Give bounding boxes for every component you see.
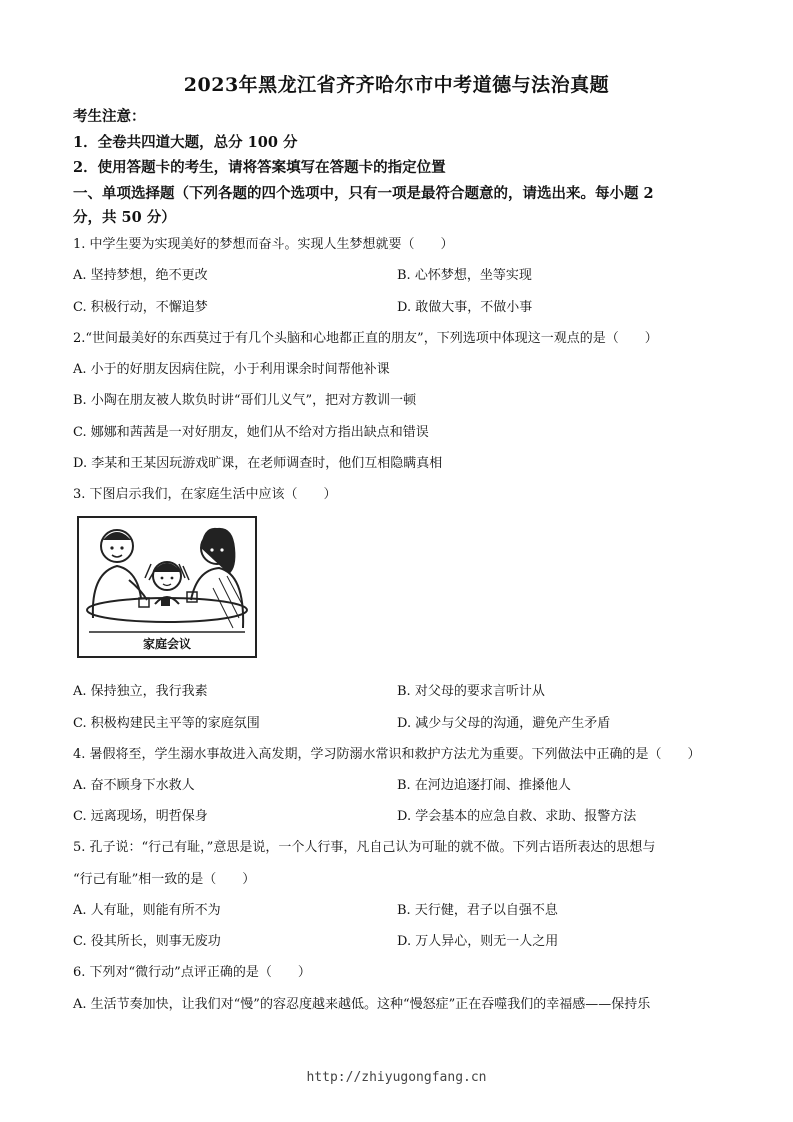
footer-url: http://zhiyugongfang.cn: [306, 1070, 487, 1085]
option-c: C. 积极构建民主平等的家庭氛围: [73, 716, 260, 731]
option-d: D. 减少与父母的沟通，避免产生矛盾: [397, 716, 611, 731]
option-b: B. 在河边追逐打闹、推搡他人: [397, 778, 571, 793]
notice-heading: 考生注意：: [73, 108, 146, 125]
section-heading-cont: 分，共 50 分）: [73, 209, 176, 226]
family-meeting-illustration: [77, 516, 257, 658]
question-stem: 6. 下列对“微行动”点评正确的是（ ）: [73, 965, 311, 980]
notice-item: 2．使用答题卡的考生，请将答案填写在答题卡的指定位置: [73, 159, 446, 176]
option-c: C. 役其所长，则事无废功: [73, 934, 221, 949]
option-b: B. 小陶在朋友被人欺负时讲“哥们儿义气”，把对方教训一顿: [73, 393, 417, 408]
option-c: C. 积极行动，不懈追梦: [73, 300, 208, 315]
question-stem-cont: “行己有耻”相一致的是（ ）: [73, 872, 256, 887]
option-b: B. 心怀梦想，坐等实现: [397, 268, 532, 283]
question-stem: 2.“世间最美好的东西莫过于有几个头脑和心地都正直的朋友”，下列选项中体现这一观点的是（ ）: [73, 331, 658, 346]
option-a: A. 坚持梦想，绝不更改: [73, 268, 208, 283]
figure-caption: 家庭会议: [142, 637, 191, 651]
option-d: D. 学会基本的应急自救、求助、报警方法: [397, 809, 637, 824]
section-heading: 一、单项选择题（下列各题的四个选项中，只有一项是最符合题意的，请选出来。每小题 2: [73, 185, 654, 202]
option-d: D. 敢做大事，不做小事: [397, 300, 533, 315]
option-a: A. 人有耻，则能有所不为: [73, 903, 221, 918]
option-a: A. 奋不顾身下水救人: [73, 778, 195, 793]
question-stem: 3. 下图启示我们，在家庭生活中应该（ ）: [73, 487, 337, 502]
page-title: 2023年黑龙江省齐齐哈尔市中考道德与法治真题: [183, 74, 610, 96]
option-b: B. 天行健，君子以自强不息: [397, 903, 558, 918]
option-a: A. 小于的好朋友因病住院，小于利用课余时间帮他补课: [73, 362, 390, 377]
option-d: D. 李某和王某因玩游戏旷课，在老师调查时，他们互相隐瞒真相: [73, 456, 443, 471]
notice-item: 1．全卷共四道大题，总分 100 分: [73, 134, 298, 151]
option-a: A. 保持独立，我行我素: [73, 684, 208, 699]
question-stem: 5. 孔子说：“行己有耻，”意思是说，一个人行事，凡自己认为可耻的就不做。下列古语所表达的思想与: [73, 840, 656, 855]
option-d: D. 万人异心，则无一人之用: [397, 934, 559, 949]
question-stem: 1. 中学生要为实现美好的梦想而奋斗。实现人生梦想就要（ ）: [73, 237, 454, 252]
option-c: C. 娜娜和茜茜是一对好朋友，她们从不给对方指出缺点和错误: [73, 425, 429, 440]
option-b: B. 对父母的要求言听计从: [397, 684, 545, 699]
option-a: A. 生活节奏加快，让我们对“慢”的容忍度越来越低。这种“慢怒症”正在吞噬我们的幸福感——保持乐: [73, 997, 651, 1012]
option-c: C. 远离现场，明哲保身: [73, 809, 208, 824]
question-stem: 4. 暑假将至，学生溺水事故进入高发期，学习防溺水常识和救护方法尤为重要。下列做法中正确的是（ ）: [73, 747, 701, 762]
